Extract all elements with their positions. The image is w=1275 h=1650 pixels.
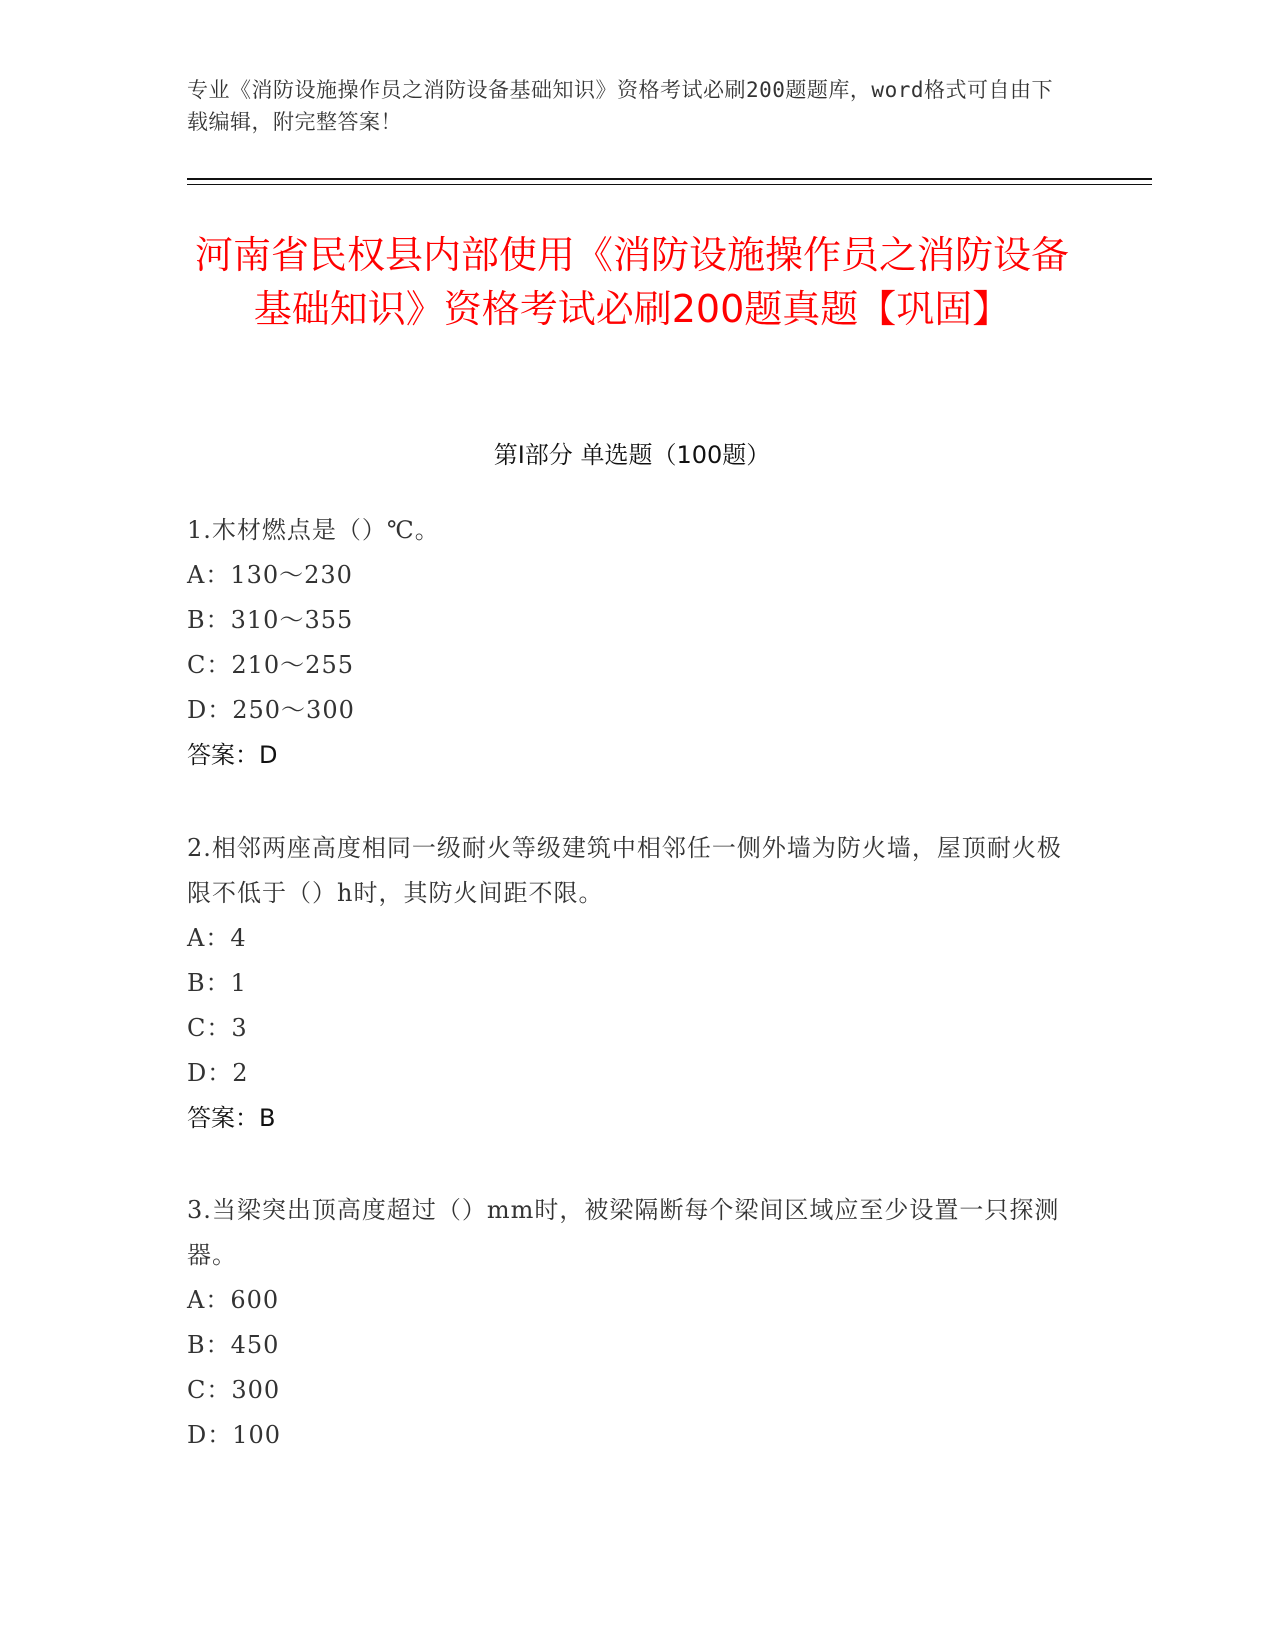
option-d: D：2	[187, 1059, 249, 1087]
option-a: A：4	[187, 924, 247, 952]
option-b: B：1	[187, 969, 247, 997]
option-c: C：3	[187, 1014, 248, 1042]
option-d: D：100	[187, 1421, 282, 1449]
answer: 答案：D	[187, 741, 278, 769]
header-note: 专业《消防设施操作员之消防设备基础知识》资格考试必刷200题题库，word格式可自由下载编辑，附完整答案！	[187, 78, 1053, 134]
option-c: C：210～255	[187, 651, 354, 679]
section-heading: 第Ⅰ部分 单选题（100题）	[493, 441, 771, 469]
header-divider-thick	[187, 178, 1152, 180]
option-b: B：310～355	[187, 606, 354, 634]
option-b: B：450	[187, 1331, 280, 1359]
question-1	[187, 508, 1067, 778]
question-stem: 2.相邻两座高度相同一级耐火等级建筑中相邻任一侧外墙为防火墙，屋顶耐火极限不低于（）h时，其防火间距不限。	[187, 834, 1062, 907]
question-stem: 3.当梁突出顶高度超过（）mm时，被梁隔断每个梁间区域应至少设置一只探测器。	[187, 1196, 1060, 1269]
document-title: 河南省民权县内部使用《消防设施操作员之消防设备基础知识》资格考试必刷200题真题【巩固】	[194, 233, 1069, 331]
header-divider-thin	[187, 184, 1152, 185]
question-2	[187, 826, 1067, 1141]
answer: 答案：B	[187, 1104, 276, 1132]
option-a: A：130～230	[187, 561, 353, 589]
option-a: A：600	[187, 1286, 280, 1314]
option-d: D：250～300	[187, 696, 355, 724]
option-c: C：300	[187, 1376, 281, 1404]
question-stem: 1.木材燃点是（）℃。	[187, 516, 440, 544]
question-3	[187, 1188, 1067, 1458]
